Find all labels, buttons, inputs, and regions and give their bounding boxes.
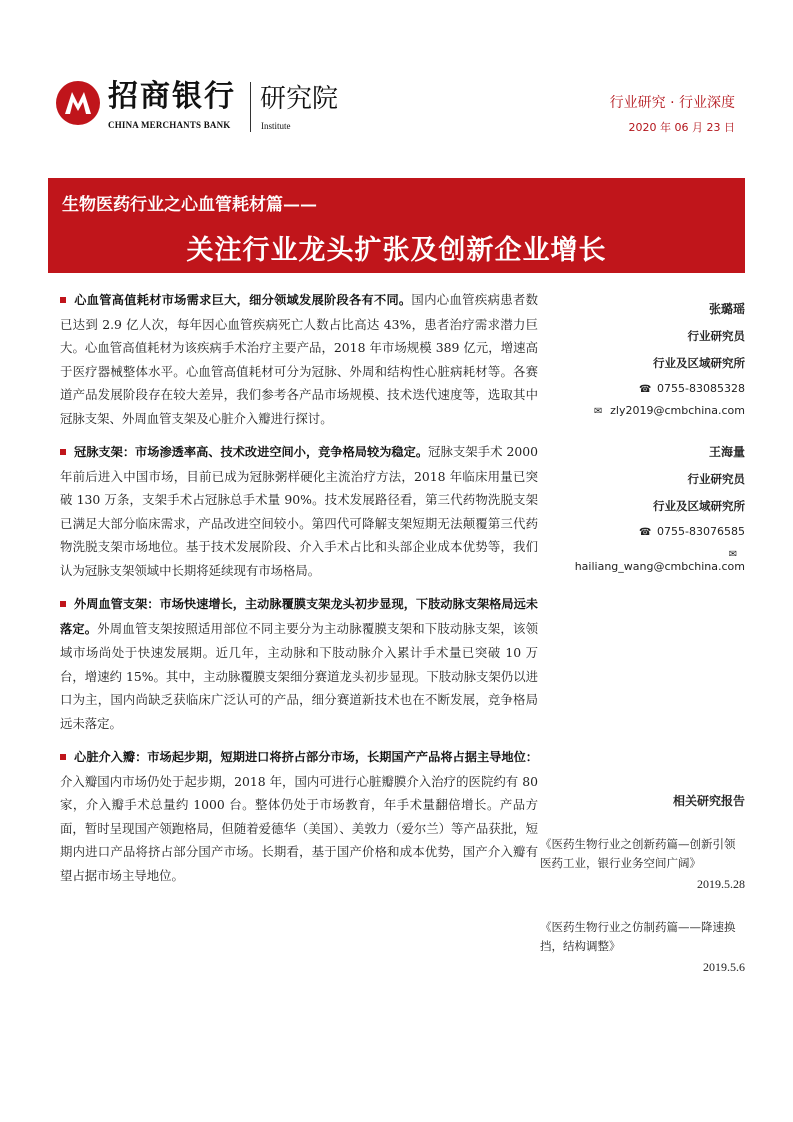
- bullet-icon: [60, 601, 66, 607]
- summary-paragraph: [60, 288, 538, 430]
- analyst-email[interactable]: zly2019@cmbchina.com: [610, 404, 745, 417]
- related-report-item[interactable]: [540, 918, 745, 975]
- logo-divider: [250, 82, 251, 132]
- envelope-icon: ✉: [728, 549, 738, 560]
- analyst-phone-line: [560, 525, 745, 538]
- summary-body: [60, 288, 538, 897]
- paragraph-body: 介入瓣国内市场仍处于起步期，2018 年，国内可进行心脏瓣膜介入治疗的医院约有 80 家，介入瓣手术总量约 1000 台。整体仍处于市场教育，年手术量翻倍增长。产品方面，暂时呈现国产领跑格局，但随着爱德华（美国）、美敦力（爱尔兰）等产品获批，短期内进口产品将挤占部分国产市场。长期看，基于国产价格和成本优势，国产介入瓣有望占据市场主导地位。: [60, 773, 538, 883]
- analyst-email-line: [560, 404, 745, 417]
- report-type: 行业研究 · 行业深度: [609, 95, 735, 111]
- analyst-name: 王海量: [708, 445, 745, 459]
- analyst-email[interactable]: hailiang_wang@cmbchina.com: [574, 560, 745, 573]
- analyst-role: 行业研究员: [687, 472, 745, 486]
- paragraph-body: 外周血管支架按照适用部位不同主要分为主动脉覆膜支架和下肢动脉支架，该领域市场尚处于快速发展期。近几年，主动脉和下肢动脉介入累计手术量已突破 10 万台，增速约 15%。其中，主动脉覆膜支架细分赛道龙头初步显现。下肢动脉支架仍以进口为主，国内尚缺乏获临床广泛认可的产品，细分赛道新技术也在不断发展，竞争格局远未落定。: [60, 620, 539, 731]
- summary-paragraph: [60, 440, 538, 582]
- analyst-dept: 行业及区域研究所: [653, 499, 745, 513]
- summary-paragraph: [60, 592, 538, 735]
- paragraph-body: 冠脉支架手术 2000 年前后进入中国市场，目前已成为冠脉粥样硬化主流治疗方法，2018 年临床用量已突破 130 万条，支架手术占冠脉总手术量 90%。技术发展路径看，第三代药物洗脱支架已满足大部分临床需求，产品改进空间较小。第四代可降解支架短期无法颠覆第三代药物洗脱支架市场地位。基于技术发展阶段、介入手术占比和头部企业成本优势等，我们认为冠脉支架领域中长期将延续现有市场格局。: [60, 444, 539, 578]
- paragraph-lead: 外周血管支架：市场快速增长，主动脉覆膜支架龙头初步显现，下肢动脉支架格局远未落定。: [60, 597, 538, 636]
- analyst-name: 张璐瑶: [708, 302, 745, 316]
- paragraph-lead: 心脏介入瓣：市场起步期，短期进口将挤占部分市场，长期国产产品将占据主导地位：: [74, 750, 538, 764]
- logo-text-en: CHINA MERCHANTS BANK: [108, 120, 231, 130]
- logo-text-cn: 招商银行: [108, 79, 236, 114]
- related-report-item[interactable]: [540, 835, 745, 892]
- analyst-sidebar: [560, 300, 745, 595]
- envelope-icon: ✉: [593, 406, 603, 417]
- phone-icon: ☎: [639, 527, 652, 538]
- paragraph-lead: 心血管高值耗材市场需求巨大，细分领域发展阶段各有不同。: [74, 293, 412, 307]
- related-report-date: 2019.5.28: [697, 877, 745, 891]
- summary-paragraph: [60, 745, 538, 887]
- analyst-card: [560, 300, 745, 417]
- institute-name-cn: 研究院: [260, 84, 339, 114]
- analyst-phone: 0755-83085328: [657, 382, 745, 395]
- institute-name-en: Institute: [261, 121, 291, 131]
- analyst-email-line: [560, 547, 745, 573]
- phone-icon: ☎: [639, 384, 652, 395]
- related-report-title[interactable]: 《医药生物行业之创新药篇—创新引领医药工业，银行业务空间广阔》: [540, 837, 736, 870]
- analyst-phone-line: [560, 382, 745, 395]
- analyst-role: 行业研究员: [687, 329, 745, 343]
- bullet-icon: [60, 449, 66, 455]
- analyst-phone: 0755-83076585: [657, 525, 745, 538]
- related-report-title[interactable]: 《医药生物行业之仿制药篇——降速换挡，结构调整》: [540, 920, 736, 953]
- bullet-icon: [60, 297, 66, 303]
- report-date: 2020 年 06 月 23 日: [628, 121, 735, 134]
- related-reports-title: 相关研究报告: [672, 794, 745, 808]
- bank-logo-icon: [55, 80, 101, 126]
- banner-title: 关注行业龙头扩张及创新企业增长: [186, 235, 607, 266]
- related-report-date: 2019.5.6: [703, 960, 745, 974]
- paragraph-body: 国内心血管疾病患者数已达到 2.9 亿人次，每年因心血管疾病死亡人数占比高达 43%，患者治疗需求潜力巨大。心血管高值耗材为该疾病手术治疗主要产品，2018 年市场规模 389 亿元，增速高于医疗器械整体水平。心血管高值耗材可分为冠脉、外周和结构性心脏病耗材等。各赛道产品发展阶段存在较大差异，我们参考各产品市场规模、技术迭代速度等，选取其中冠脉支架、外周血管支架及心脏介入瓣进行探讨。: [60, 292, 539, 426]
- analyst-card: [560, 443, 745, 573]
- analyst-dept: 行业及区域研究所: [653, 356, 745, 370]
- paragraph-lead: 冠脉支架：市场渗透率高、技术改进空间小，竞争格局较为稳定。: [74, 445, 429, 459]
- bullet-icon: [60, 754, 66, 760]
- banner-subtitle: 生物医药行业之心血管耗材篇——: [62, 195, 317, 215]
